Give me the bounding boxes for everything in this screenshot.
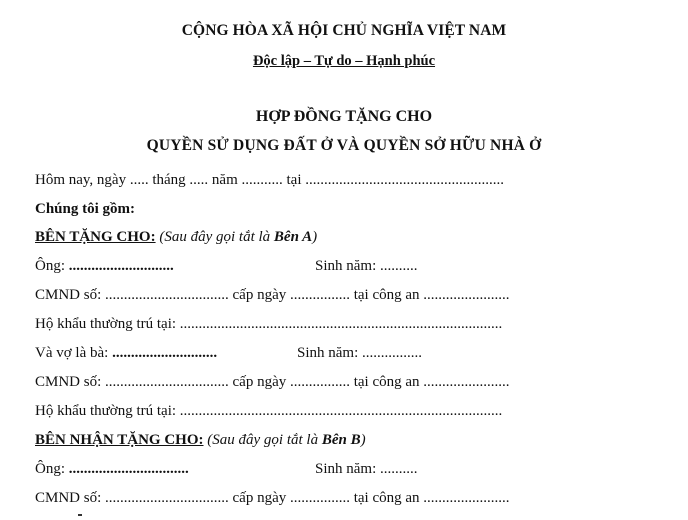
party-b-heading: BÊN NHẬN TẶNG CHO: xyxy=(35,432,204,448)
party-a-husband-id: CMND số: ................................. cấp ngày ................ tại công an ....................... xyxy=(35,287,510,303)
party-a-wife-name: Và vợ là bà: ............................ xyxy=(35,345,218,361)
contract-subtitle: QUYỀN SỬ DỤNG ĐẤT Ở VÀ QUYỀN SỞ HỮU NHÀ Ở xyxy=(146,137,542,154)
national-title: CỘNG HÒA XÃ HỘI CHỦ NGHĨA VIỆT NAM xyxy=(181,22,507,39)
cut-off-text-mark xyxy=(78,514,82,516)
party-a-wife-residence: Hộ khẩu thường trú tại: ...................................................................................... xyxy=(35,403,503,419)
party-b-person-id: CMND số: ................................. cấp ngày ................ tại công an ....................... xyxy=(35,490,510,506)
party-a-husband-name: Ông: ............................ xyxy=(35,258,174,274)
party-a-husband-residence: Hộ khẩu thường trú tại: ...................................................................................... xyxy=(35,316,503,332)
party-a-wife-id: CMND số: ................................. cấp ngày ................ tại công an ....................... xyxy=(35,374,510,390)
contract-title: HỢP ĐỒNG TẶNG CHO xyxy=(255,108,433,125)
national-motto: Độc lập – Tự do – Hạnh phúc xyxy=(252,53,436,69)
date-location-line: Hôm nay, ngày ..... tháng ..... năm ........... tại ..................................................... xyxy=(35,172,504,188)
party-a-husband-birth: Sinh năm: .......... xyxy=(315,258,418,274)
party-b-person-name: Ông: ................................ xyxy=(35,461,189,477)
party-a-heading: BÊN TẶNG CHO: xyxy=(35,229,156,245)
parties-heading: Chúng tôi gồm: xyxy=(35,201,136,217)
party-a-note: (Sau đây gọi tắt là Bên A) xyxy=(159,229,318,245)
party-b-heading-line xyxy=(35,431,366,449)
party-b-person-birth: Sinh năm: .......... xyxy=(315,461,418,477)
party-a-wife-birth: Sinh năm: ................ xyxy=(297,345,423,361)
party-b-note: (Sau đây gọi tắt là Bên B) xyxy=(207,432,366,448)
party-a-heading-line xyxy=(35,228,317,246)
